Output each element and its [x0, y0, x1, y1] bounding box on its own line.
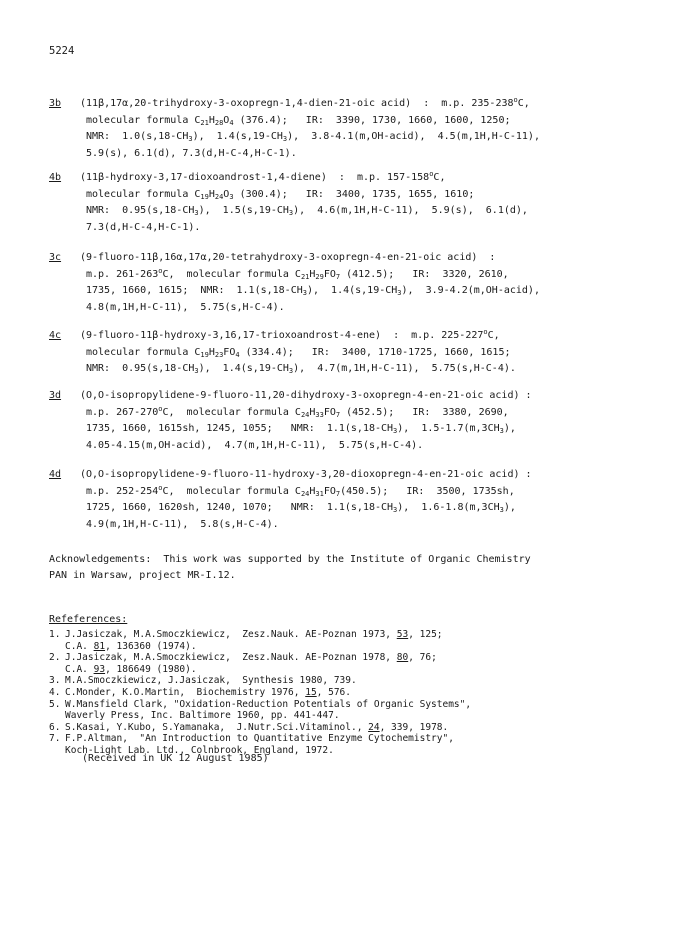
- reference-line: 4. C.Monder, K.O.Martin, Biochemistry 1976, 15, 576.: [49, 686, 351, 698]
- reference-line: C.A. 81, 136360 (1974).: [65, 640, 197, 652]
- reference-number: 4.: [49, 686, 61, 698]
- compound-id: 3b: [49, 98, 62, 109]
- compound-line: 4.05-4.15(m,OH-acid), 4.7(m,1H,H-C-11), 5.75(s,H-C-4).: [86, 439, 424, 451]
- reference-number: 6.: [49, 721, 61, 733]
- compound-line: 1735, 1660, 1615sh, 1245, 1055; NMR: $1.1(s,18-CH_3)$, $1.5-1.7(m,3CH_3)$,: [86, 423, 516, 435]
- reference-number: 1.: [49, 629, 61, 640]
- compound-line: 4.8(m,1H,H-C-11), 5.75(s,H-C-4).: [86, 301, 285, 313]
- compound-id: 4c: [49, 330, 62, 341]
- compound-id: 3c: [49, 252, 62, 263]
- references-heading: Refeferences:: [49, 614, 128, 625]
- compound-line: (O,O-isopropylidene-9-fluoro-11-hydroxy-3,20-dioxopregn-4-en-21-oic acid) :: [80, 469, 532, 480]
- compound-line: m.p. 267-270$^o$C, molecular formula $C_{24}H_{33}FO_7$ (452.5); IR: 3380, 2690,: [86, 404, 509, 419]
- compound-entry: [49, 170, 649, 236]
- compound-line: NMR: $0.95(s,18-CH_3)$, $1.4(s,19-CH_3)$, 4.7(m,1H,H-C-11), 5.75(s,H-C-4).: [86, 363, 516, 375]
- reference-line: 6. S.Kasai, Y.Kubo, S.Yamanaka, J.Nutr.Sci.Vitaminol., 24, 339, 1978.: [49, 721, 449, 733]
- received-note: (Received in UK 12 August 1985): [82, 753, 269, 764]
- compound-line: m.p. 261-263$^o$C, molecular formula $C_{21}H_{29}FO_7$ (412.5); IR: 3320, 2610,: [86, 266, 509, 281]
- compound-entry: [49, 328, 649, 378]
- reference-line: 3. M.A.Smoczkiewicz, J.Jasiczak, Synthesis 1980, 739.: [49, 675, 357, 687]
- compound-line: (11β,17α,20-trihydroxy-3-oxopregn-1,4-dien-21-oic acid) : m.p. 235-238$^o$C,: [80, 96, 530, 109]
- compound-line: (O,O-isopropylidene-9-fluoro-11,20-dihydroxy-3-oxopregn-4-en-21-oic acid) :: [80, 390, 532, 401]
- compound-entry: [49, 467, 649, 533]
- compound-line: molecular formula $C_{21}H_{28}O_4$ (376.4); IR: 3390, 1730, 1660, 1600, 1250;: [86, 114, 511, 127]
- compound-line: (11β-hydroxy-3,17-dioxoandrost-1,4-diene) : m.p. 157-158$^o$C,: [80, 170, 446, 183]
- compound-line: 1725, 1660, 1620sh, 1240, 1070; NMR: $1.1(s,18-CH_3)$, $1.6-1.8(m,3CH_3)$,: [86, 502, 516, 514]
- reference-number: 5.: [49, 698, 61, 710]
- reference-line: 2. J.Jasiczak, M.A.Smoczkiewicz, Zesz.Nauk. AE-Poznan 1978, 80, 76;: [49, 652, 437, 664]
- compound-line: NMR: $1.0(s,18-CH_3)$, $1.4(s,19-CH_3)$, 3.8-4.1(m,OH-acid), 4.5(m,1H,H-C-11),: [86, 131, 540, 143]
- compound-id: 4b: [49, 172, 62, 183]
- reference-number: 7.: [49, 733, 61, 745]
- reference-number: 3.: [49, 675, 61, 687]
- compound-id: 4d: [49, 469, 62, 480]
- page-number: 5224: [49, 45, 75, 57]
- compound-line: m.p. 252-254$^o$C, molecular formula $C_{24}H_{31}FO_7(450.5)$; IR: 3500, 1735sh,: [86, 483, 515, 498]
- compound-line: (9-fluoro-11β,16α,17α,20-tetrahydroxy-3-oxopregn-4-en-21-oic acid) :: [80, 252, 496, 263]
- references-list: [49, 629, 471, 757]
- ack-line: PAN in Warsaw, project MR-I.12.: [49, 570, 236, 581]
- compound-entry: [49, 96, 649, 162]
- reference-number: 2.: [49, 652, 61, 664]
- reference-line: 1. J.Jasiczak, M.A.Smoczkiewicz, Zesz.Nauk. AE-Poznan 1973, 53, 125;: [49, 629, 443, 640]
- compound-entry: [49, 388, 649, 454]
- reference-line: Waverly Press, Inc. Baltimore 1960, pp. 441-447.: [65, 710, 340, 722]
- reference-line: 5. W.Mansfield Clark, "Oxidation-Reduction Potentials of Organic Systems",: [49, 698, 472, 710]
- compound-line: 1735, 1660, 1615; NMR: $1.1(s,18-CH_3)$, $1.4(s,19-CH_3)$, 3.9-4.2(m,OH-acid),: [86, 285, 540, 297]
- compound-id: 3d: [49, 390, 62, 401]
- compound-line: 5.9(s), 6.1(d), 7.3(d,H-C-4,H-C-1).: [86, 147, 297, 159]
- compound-line: 4.9(m,1H,H-C-11), 5.8(s,H-C-4).: [86, 518, 279, 530]
- reference-line: C.A. 93, 186649 (1980).: [65, 663, 197, 675]
- ack-line: Acknowledgements: This work was supported by the Institute of Organic Chemistry: [49, 554, 531, 565]
- reference-line: 7. F.P.Altman, "An Introduction to Quantitative Enzyme Cytochemistry",: [49, 733, 454, 745]
- compound-line: (9-fluoro-11β-hydroxy-3,16,17-trioxoandrost-4-ene) : m.p. 225-227$^o$C,: [80, 328, 500, 341]
- compound-line: molecular formula $C_{19}H_{24}O_3$ (300.4); IR: 3400, 1735, 1655, 1610;: [86, 188, 475, 201]
- reference-line: Koch-Light Lab. Ltd., Colnbrook, England, 1972.: [65, 744, 334, 756]
- compound-entry: [49, 250, 649, 316]
- acknowledgements: [49, 552, 531, 584]
- compound-line: molecular formula $C_{19}H_{23}FO_4$ (334.4); IR: 3400, 1710-1725, 1660, 1615;: [86, 346, 511, 359]
- compound-line: 7.3(d,H-C-4,H-C-1).: [86, 221, 201, 233]
- compound-line: NMR: $0.95(s,18-CH_3)$, $1.5(s,19-CH_3)$, 4.6(m,1H,H-C-11), 5.9(s), 6.1(d),: [86, 205, 528, 217]
